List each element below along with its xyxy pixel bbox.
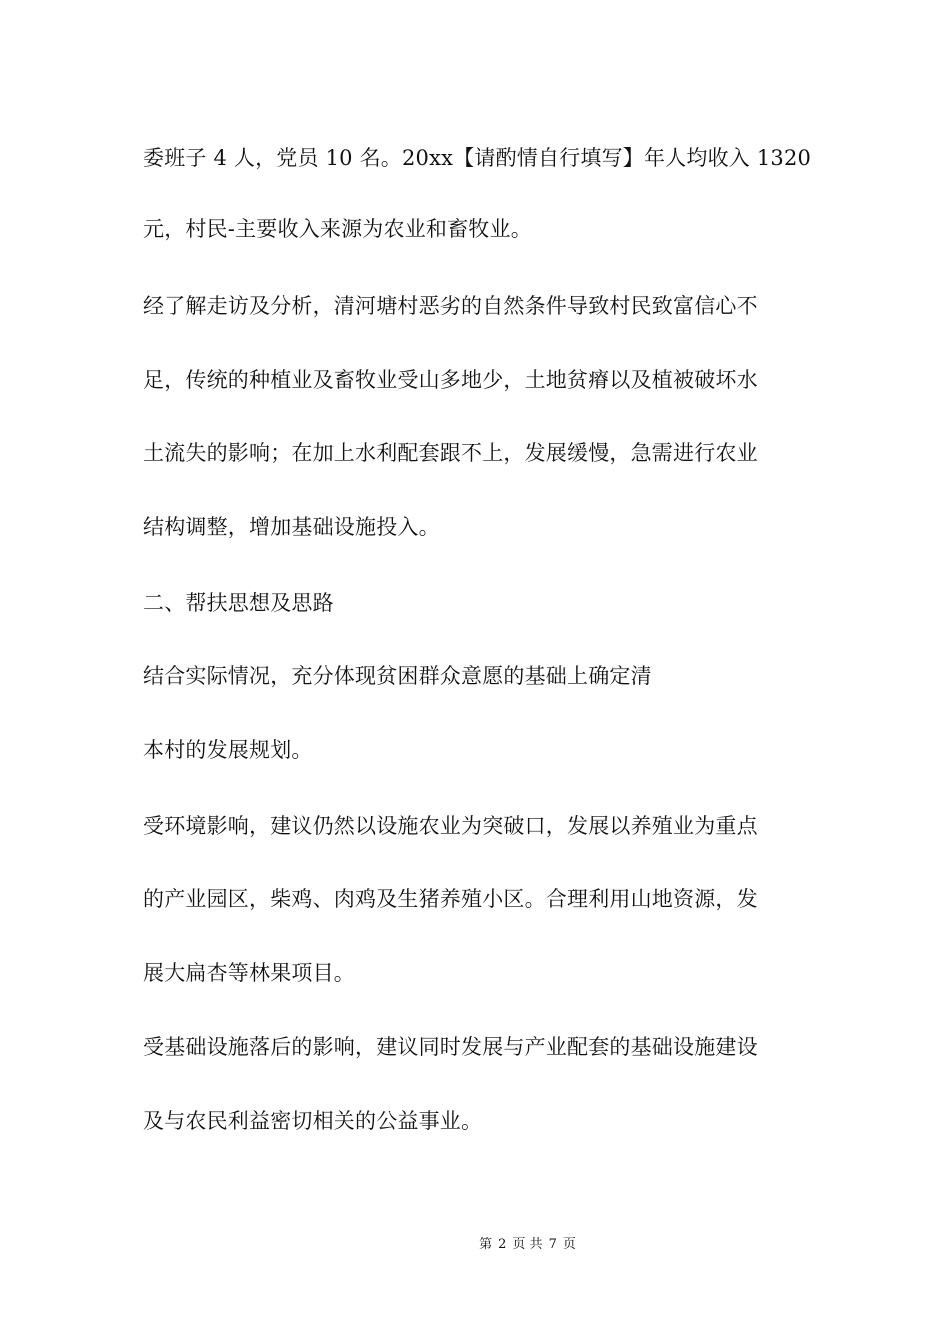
text-line: 结合实际情况，充分体现贫困群众意愿的基础上确定清 — [143, 664, 652, 688]
text-line: 的产业园区，柴鸡、肉鸡及生猪养殖小区。合理利用山地资源，发 — [143, 887, 758, 911]
text-line: 展大扁杏等林果项目。 — [143, 961, 355, 985]
text-line: 足，传统的种植业及畜牧业受山多地少，土地贫瘠以及植被破坏水 — [143, 368, 758, 392]
footer-mid: 页 共 — [512, 1237, 543, 1252]
text-line: 结构调整，增加基础设施投入。 — [143, 515, 440, 539]
page-footer — [0, 1236, 950, 1254]
footer-prefix: 第 — [479, 1237, 493, 1252]
text-line: 经了解走访及分析，清河塘村恶劣的自然条件导致村民致富信心不 — [143, 294, 758, 318]
text-line: 土流失的影响；在加上水利配套跟不上，发展缓慢，急需进行农业 — [143, 441, 758, 465]
text-line: 及与农民利益密切相关的公益事业。 — [143, 1109, 483, 1133]
text-line: 受环境影响，建议仍然以设施农业为突破口，发展以养殖业为重点 — [143, 814, 758, 838]
text-line: 受基础设施落后的影响，建议同时发展与产业配套的基础设施建设 — [143, 1035, 758, 1059]
text-line: 元，村民-主要收入来源为农业和畜牧业。 — [143, 217, 532, 241]
section-heading: 二、帮扶思想及思路 — [143, 591, 334, 615]
text-line: 本村的发展规划。 — [143, 738, 313, 762]
text-line: 委班子 4 人，党员 10 名。20xx【请酌情自行填写】年人均收入 1320 — [143, 146, 812, 170]
footer-total-pages: 7 — [548, 1237, 557, 1252]
footer-page-number: 2 — [498, 1237, 507, 1252]
footer-suffix: 页 — [562, 1237, 576, 1252]
